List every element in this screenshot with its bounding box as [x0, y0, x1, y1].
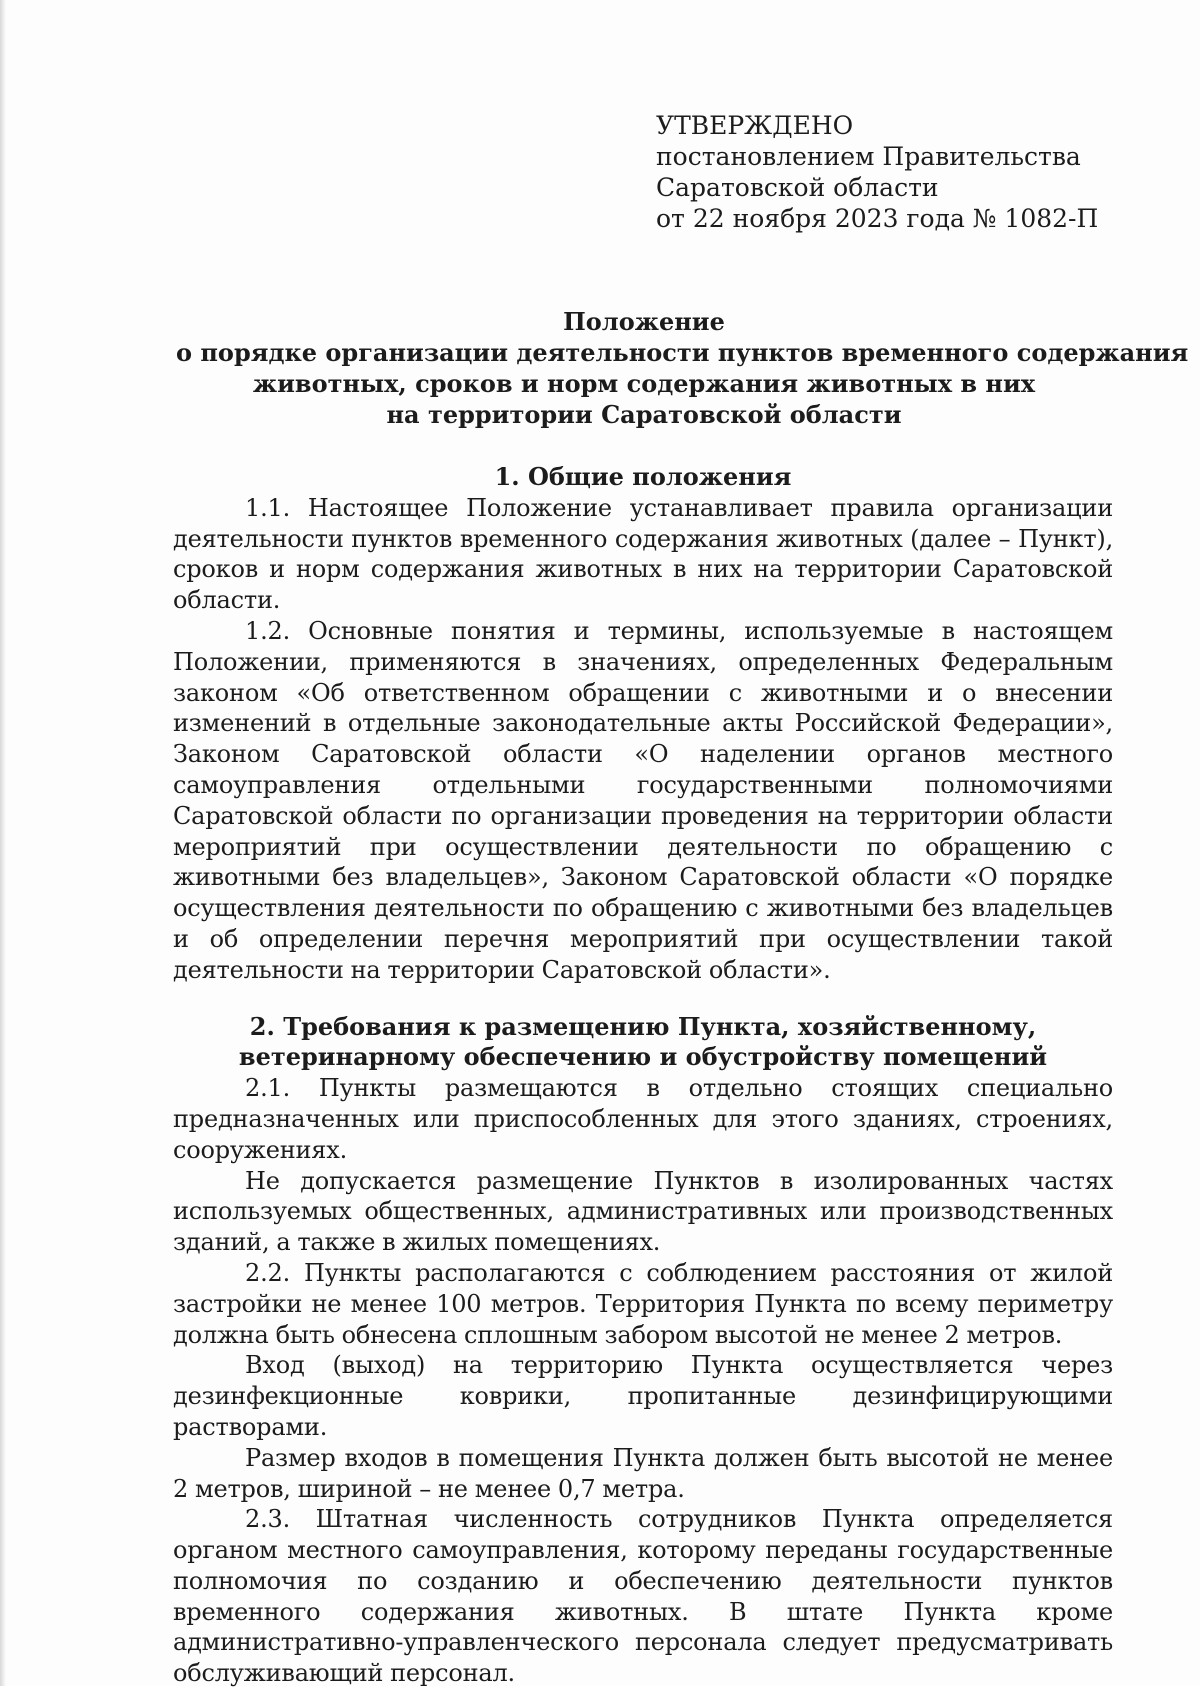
- approval-line: Саратовской области: [656, 173, 939, 202]
- document-title: [176, 306, 1189, 430]
- section-heading: ветеринарному обеспечению и обустройству помещений: [238, 1042, 1048, 1072]
- paragraph: 1.1. Настоящее Положение устанавливает правила организации деятельности пунктов временного содержания животных (далее – Пункт), сроков и норм содержания животных в них на территории Саратовской области.: [173, 493, 1113, 615]
- approval-stamp-block: [656, 110, 1176, 234]
- paragraph: 2.2. Пункты располагаются с соблюдением расстояния от жилой застройки не менее 100 метров. Территория Пункта по всему периметру должна быть обнесена сплошным забором высотой не менее 2 метров.: [173, 1258, 1113, 1349]
- approval-line: постановлением Правительства: [656, 142, 1081, 171]
- paragraph: Не допускается размещение Пунктов в изолированных частях используемых общественных, административных или производственных зданий, а также в жилых помещениях.: [173, 1166, 1113, 1257]
- approval-date-number: от 22 ноября 2023 года № 1082-П: [656, 204, 1099, 233]
- paragraph: 1.2. Основные понятия и термины, используемые в настоящем Положении, применяются в значениях, определенных Федеральным законом «Об ответственном обращении с животными и о внесении изменений в отдельные законодательные акты Российской Федерации», Законом Саратовской области «О наделении органов местного самоуправления отдельными государственными полномочиями Саратовской области по организации проведения на территории области мероприятий при осуществлении деятельности по обращению с животными без владельцев», Законом Саратовской области «О порядке осуществления деятельности по обращению с животными без владельцев и об определении перечня мероприятий при осуществлении такой деятельности на территории Саратовской области».: [173, 616, 1113, 984]
- paragraph: Вход (выход) на территорию Пункта осуществляется через дезинфекционные коврики, пропитанные дезинфицирующими растворами.: [173, 1351, 1113, 1441]
- title-line: Положение: [563, 307, 725, 336]
- title-line: о порядке организации деятельности пунктов временного содержания: [176, 338, 1189, 367]
- spacer: [173, 986, 1113, 1012]
- section-heading: 2. Требования к размещению Пункта, хозяйственному,: [249, 1011, 1037, 1041]
- section-heading: 1. Общие положения: [494, 462, 792, 491]
- title-line: животных, сроков и норм содержания животных в них: [252, 369, 1036, 398]
- paragraph: 2.1. Пункты размещаются в отдельно стоящих специально предназначенных или приспособленных для этого зданиях, строениях, сооружениях.: [173, 1074, 1113, 1164]
- approval-heading: УТВЕРЖДЕНО: [656, 111, 854, 140]
- scan-edge: [0, 0, 6, 1686]
- paragraph: 2.3. Штатная численность сотрудников Пункта определяется органом местного самоуправления, которому переданы государственные полномочия по созданию и обеспечению деятельности пунктов временного содержания животных. В штате Пункта кроме административно-управленческого персонала следует предусматривать обслуживающий персонал.: [173, 1505, 1113, 1688]
- paragraph: Размер входов в помещения Пункта должен быть высотой не менее 2 метров, шириной – не менее 0,7 метра.: [173, 1443, 1113, 1503]
- document-body: [173, 462, 1113, 1689]
- title-line: на территории Саратовской области: [386, 400, 902, 429]
